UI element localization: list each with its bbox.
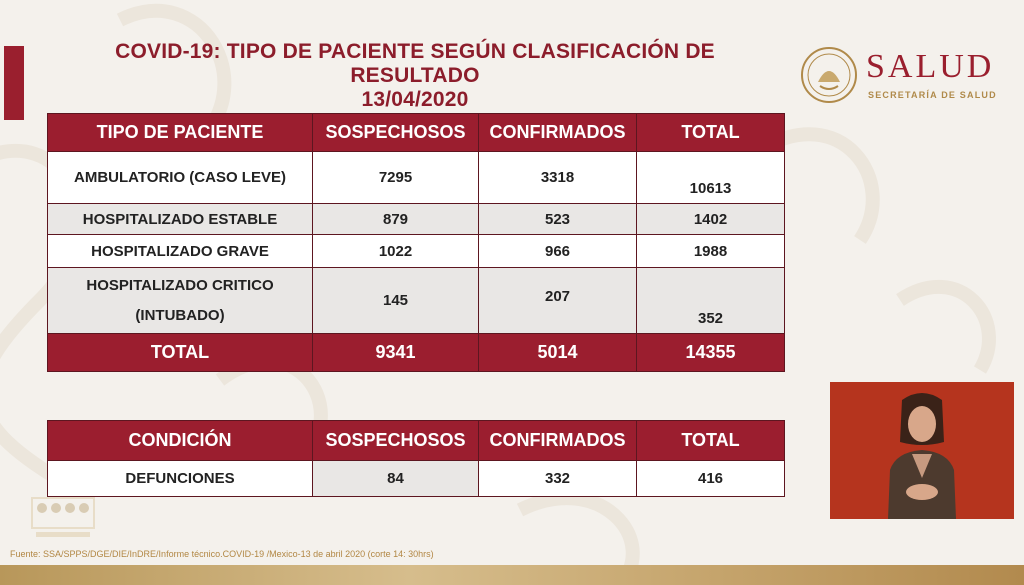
header-total: TOTAL	[637, 114, 785, 152]
cell-total: 1402	[637, 204, 785, 235]
condition-table	[47, 420, 785, 497]
header-total: TOTAL	[637, 421, 785, 461]
total-sospechosos: 9341	[313, 334, 479, 372]
cell-type-line-2: (INTUBADO)	[135, 306, 225, 324]
header-confirmados: CONFIRMADOS	[479, 421, 637, 461]
cell-sospechosos: 7295	[313, 152, 479, 204]
cell-type-line-1: HOSPITALIZADO CRITICO	[86, 276, 274, 294]
logo-brand-text: SALUD	[866, 48, 995, 85]
title-line-2: RESULTADO	[350, 64, 480, 87]
source-footnote: Fuente: SSA/SPPS/DGE/DIE/InDRE/Informe técnico.COVID-19 /Mexico-13 de abril 2020 (corte 14: 30hrs)	[10, 549, 434, 559]
cell-sospechosos: 84	[313, 461, 479, 497]
left-accent-bar	[4, 46, 24, 120]
cell-type: HOSPITALIZADO ESTABLE	[48, 204, 313, 235]
table-header-row	[48, 421, 785, 461]
patient-type-table	[47, 113, 785, 372]
header-tipo-paciente: TIPO DE PACIENTE	[48, 114, 313, 152]
interpreter-figure-icon	[830, 382, 1014, 519]
cell-type: HOSPITALIZADO GRAVE	[48, 235, 313, 268]
title-date: 13/04/2020	[361, 88, 469, 111]
cell-confirmados: 523	[479, 204, 637, 235]
table-row	[48, 268, 785, 334]
total-confirmados: 5014	[479, 334, 637, 372]
cell-total: 352	[637, 268, 785, 334]
sign-language-interpreter-video	[830, 382, 1014, 519]
header-confirmados: CONFIRMADOS	[479, 114, 637, 152]
table-row	[48, 152, 785, 204]
header-sospechosos: SOSPECHOSOS	[313, 421, 479, 461]
cell-confirmados: 207	[479, 268, 637, 334]
cell-label: DEFUNCIONES	[48, 461, 313, 497]
cell-total: 10613	[637, 152, 785, 204]
total-label: TOTAL	[48, 334, 313, 372]
table-row	[48, 204, 785, 235]
cell-sospechosos: 145	[313, 268, 479, 334]
cell-sospechosos: 879	[313, 204, 479, 235]
table-row	[48, 235, 785, 268]
cell-confirmados: 332	[479, 461, 637, 497]
cell-total: 1988	[637, 235, 785, 268]
cell-confirmados: 966	[479, 235, 637, 268]
cell-confirmados: 3318	[479, 152, 637, 204]
cell-total: 416	[637, 461, 785, 497]
total-total: 14355	[637, 334, 785, 372]
page-title	[60, 40, 770, 112]
national-seal-icon	[800, 46, 858, 104]
header-condicion: CONDICIÓN	[48, 421, 313, 461]
cell-type	[48, 268, 313, 334]
bottom-decorative-band	[0, 565, 1024, 585]
heroes-emblem-icon	[28, 488, 98, 548]
cell-sospechosos: 1022	[313, 235, 479, 268]
title-line-1: COVID-19: TIPO DE PACIENTE SEGÚN CLASIFICACIÓN DE	[115, 40, 715, 63]
table-header-row	[48, 114, 785, 152]
header-sospechosos: SOSPECHOSOS	[313, 114, 479, 152]
table-row	[48, 461, 785, 497]
salud-logo	[800, 46, 1010, 106]
cell-type: AMBULATORIO (CASO LEVE)	[48, 152, 313, 204]
logo-subtitle: SECRETARÍA DE SALUD	[868, 90, 997, 100]
table-total-row	[48, 334, 785, 372]
